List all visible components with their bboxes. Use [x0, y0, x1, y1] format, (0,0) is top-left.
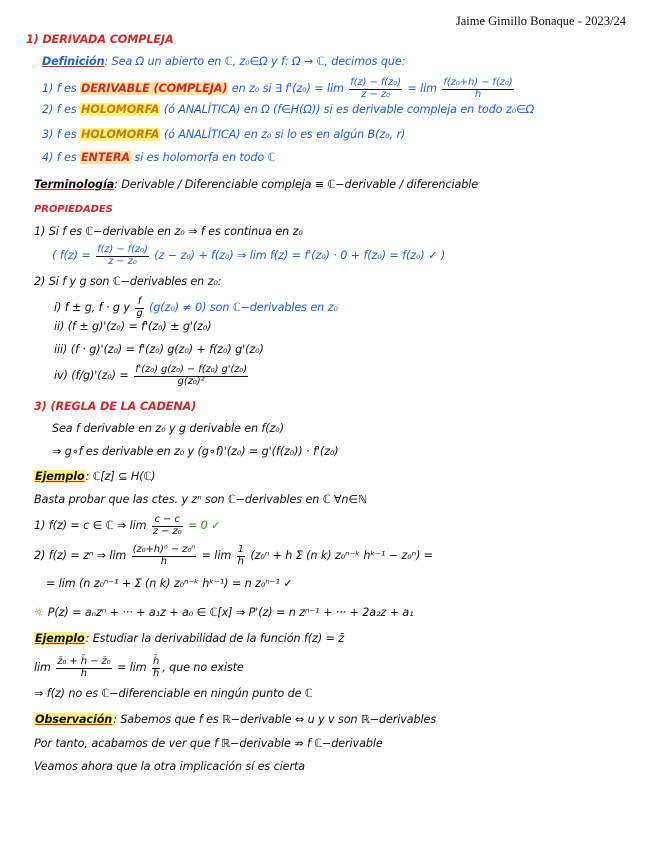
- example-1-label: Ejemplo: [35, 470, 85, 483]
- example-1-step-2-cont-text: = lim (n z₀ⁿ⁻¹ + Σ (n k) z₀ⁿ⁻ᵏ hᵏ⁻¹) = n z₀ⁿ⁻¹ ✓: [46, 577, 293, 590]
- def-item-1: [42, 78, 516, 100]
- example-1-step-1-a: 1) f(z) = c ∈ ℂ ⇒ lim: [34, 519, 150, 532]
- prop-1: [34, 225, 303, 238]
- definition-label: Definición: [42, 55, 105, 68]
- example-1-step-2-frac-1-den: h: [160, 555, 168, 567]
- prop-3: [34, 400, 196, 413]
- polynomial-derivative-text: P(z) = aₙzⁿ + ··· + a₁z + a₀ ∈ ℂ[x] ⇒ P'(z) = n zⁿ⁻¹ + ··· + 2a₂z + a₁: [47, 606, 414, 619]
- def-item-3-text: (ó ANALÍTICA) en z₀ si lo es en algún B(z₀, r): [160, 128, 406, 141]
- def-item-3-prefix: 3) f es: [42, 128, 81, 141]
- def-fraction-2: [442, 78, 513, 100]
- prop-2-ii-text: ii) (f ± g)'(z₀) = f'(z₀) ± g'(z₀): [54, 320, 212, 333]
- example-1-step-2-frac-1-num: (z₀+h)ⁿ − z₀ⁿ: [132, 544, 196, 555]
- prop-2-iii-text: iii) (f · g)'(z₀) = f'(z₀) g(z₀) + f(z₀) g'(z₀): [54, 343, 264, 356]
- def-item-3: [42, 128, 405, 141]
- example-2-limit-a: lim: [34, 661, 55, 674]
- example-1-step-2-frac-2-num: 1: [237, 544, 244, 555]
- prop-3-concl-text: ⇒ g∘f es derivable en z₀ y (g∘f)'(z₀) = g'(f(z₀)) · f'(z₀): [52, 445, 339, 458]
- example-1-step-1: [34, 515, 220, 537]
- example-2-limit: [34, 657, 244, 679]
- example-1-step-2-b: (z₀ⁿ + h Σ (n k) z₀ⁿ⁻ᵏ hᵏ⁻¹ − z₀ⁿ) =: [246, 549, 433, 562]
- example-2-frac-1-num: z̄₀ + h̄ − z̄₀: [57, 656, 111, 667]
- observation-line-3: [34, 760, 305, 773]
- def-entera-term: ENTERA: [81, 151, 130, 164]
- prop-1-proof: [52, 245, 445, 267]
- example-1-step-2-cont: [46, 577, 292, 590]
- def-item-4: [42, 151, 275, 164]
- observation-label: Observación: [35, 713, 113, 726]
- prop-2: [34, 275, 221, 288]
- def-fraction-2-den: h: [474, 88, 482, 100]
- prop-1-fraction-den: z − z₀: [108, 255, 137, 267]
- def-fraction-1-den: z − z₀: [361, 88, 390, 100]
- prop-3-concl: [52, 445, 339, 458]
- def-item-4-prefix: 4) f es: [42, 151, 81, 164]
- example-2-conclusion-text: ⇒ f(z) no es ℂ−diferenciable en ningún punto de ℂ: [34, 687, 313, 700]
- prop-2-iv-frac-den: g(z₀)²: [177, 375, 205, 387]
- terminology-line: [34, 178, 478, 191]
- example-2-conclusion: [34, 687, 313, 700]
- def-holomorfa-term-2: HOLOMORFA: [81, 128, 160, 141]
- example-1-step-1-frac-den: z − z₀: [152, 525, 182, 537]
- prop-2-iii: [54, 343, 264, 356]
- def-item-2-prefix: 2) f es: [42, 103, 81, 116]
- def-item-1-eq: = lim: [403, 82, 441, 95]
- def-item-1-mid: en z₀ si ∃ f'(z₀) = lim: [228, 82, 348, 95]
- observation-line-3-text: Veamos ahora que la otra implicación sí es cierta: [34, 760, 305, 773]
- example-1-step-2-fraction-2: [237, 545, 245, 567]
- example-1-step-2: [34, 545, 433, 567]
- example-2: [34, 632, 344, 645]
- prop-2-i-frac-num: f: [135, 297, 143, 309]
- observation-line: [34, 713, 436, 726]
- example-1-step-2-a: 2) f(z) = zⁿ ⇒ lim: [34, 549, 130, 562]
- def-derivable-term: DERIVABLE (COMPLEJA): [81, 82, 228, 95]
- prop-2-ii: [54, 320, 212, 333]
- definition-line: [42, 55, 405, 68]
- prop-2-text: 2) Si f y g son ℂ−derivables en z₀:: [34, 275, 222, 288]
- section-title: [26, 33, 174, 46]
- example-1: [34, 470, 155, 483]
- def-item-2-text: (ó ANALÍTICA) en Ω (f∈H(Ω)) si es derivable compleja en todo z₀∈Ω: [160, 103, 535, 116]
- prop-3-hyp: [52, 422, 284, 435]
- document-header: Jaime Gimillo Bonaque - 2023/24: [455, 14, 626, 28]
- definition-text: : Sea Ω un abierto en ℂ, z₀∈Ω y f: Ω → ℂ, decimos que:: [104, 55, 406, 68]
- section-title-text: 1) DERIVADA COMPLEJA: [26, 33, 174, 46]
- prop-2-iv-frac-num: f'(z₀) g(z₀) − f(z₀) g'(z₀): [135, 364, 248, 375]
- example-2-frac-2-den: h: [152, 667, 160, 679]
- def-fraction-2-num: f(z₀+h) − f(z₀): [443, 77, 513, 88]
- properties-title: PROPIEDADES: [34, 204, 113, 215]
- prop-2-i-fraction: [135, 297, 143, 319]
- polynomial-derivative: [34, 606, 414, 619]
- def-fraction-1-num: f(z) − f(z₀): [350, 77, 401, 88]
- example-2-fraction-1: [56, 657, 111, 679]
- prop-2-i-a: i) f ± g, f · g y: [54, 301, 134, 314]
- prop-1-proof-b: (z − z₀) + f(z₀) ⇒ lim f(z) = f'(z₀) · 0 + f(z₀) = f(z₀) ✓ ): [150, 249, 446, 262]
- example-2-label: Ejemplo: [35, 632, 85, 645]
- terminology-label: Terminología: [34, 178, 115, 191]
- idea-icon: ☼: [34, 606, 48, 619]
- def-item-4-text: si es holomorfa en todo ℂ: [130, 151, 276, 164]
- observation-line-2: [34, 737, 383, 750]
- example-1-step-2-frac-2-den: h: [237, 555, 244, 567]
- def-item-2: [42, 103, 534, 116]
- example-2-text: : Estudiar la derivabilidad de la función f(z) = z̄: [85, 632, 345, 645]
- def-holomorfa-term: HOLOMORFA: [81, 103, 160, 116]
- example-1-basta-text: Basta probar que las ctes. y zⁿ son ℂ−derivables en ℂ ∀n∈ℕ: [34, 493, 367, 506]
- example-2-frac-2-num: h̄: [152, 656, 160, 667]
- prop-1-proof-a: ( f(z) =: [52, 249, 95, 262]
- example-1-basta: [34, 493, 367, 506]
- observation-text: : Sabemos que f es ℝ−derivable ⇔ u y v son ℝ−derivables: [113, 713, 437, 726]
- example-1-step-1-frac-num: c − c: [152, 515, 183, 527]
- prop-2-i: [54, 297, 338, 319]
- prop-2-i-b: (g(z₀) ≠ 0) son ℂ−derivables en z₀: [145, 301, 338, 314]
- prop-2-iv-fraction: [134, 365, 248, 387]
- example-2-fraction-2: [152, 657, 160, 679]
- prop-1-fraction-num: f(z) − f(z₀): [97, 244, 148, 255]
- example-2-frac-1-den: h: [80, 667, 88, 679]
- def-item-1-prefix: 1) f es: [42, 82, 81, 95]
- example-1-text: : ℂ[z] ⊆ H(ℂ): [85, 470, 156, 483]
- example-1-step-2-fraction-1: [132, 545, 196, 567]
- prop-1-text: 1) Si f es ℂ−derivable en z₀ ⇒ f es continua en z₀: [34, 225, 303, 238]
- prop-2-iv: [54, 365, 250, 387]
- example-2-limit-eq: = lim: [113, 661, 150, 674]
- prop-3-title: 3) (REGLA DE LA CADENA): [34, 400, 197, 413]
- def-fraction-1: [349, 78, 402, 100]
- prop-2-i-frac-den: g: [136, 307, 143, 319]
- example-1-step-1-fraction: [152, 515, 183, 537]
- example-1-step-1-result: = 0 ✓: [184, 519, 221, 532]
- properties-heading: [34, 202, 113, 215]
- example-2-limit-b: , que no existe: [162, 661, 244, 674]
- prop-2-iv-a: iv) (f/g)'(z₀) =: [54, 369, 133, 382]
- observation-line-2-text: Por tanto, acabamos de ver que f ℝ−derivable ⇏ f ℂ−derivable: [34, 737, 383, 750]
- terminology-text: : Derivable / Diferenciable compleja ≡ ℂ−derivable / diferenciable: [114, 178, 478, 191]
- prop-1-fraction: [96, 245, 149, 267]
- prop-3-hyp-text: Sea f derivable en z₀ y g derivable en f(z₀): [52, 422, 284, 435]
- example-1-step-2-eq: = lim: [198, 549, 235, 562]
